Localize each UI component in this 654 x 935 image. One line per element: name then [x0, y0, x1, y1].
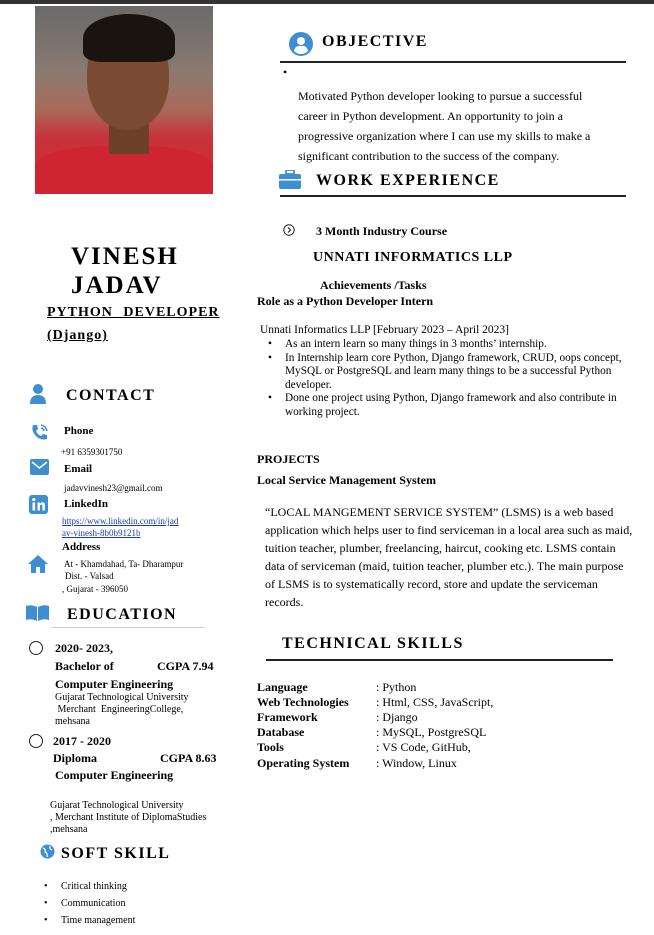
edu-years: 2017 - 2020 — [53, 734, 111, 748]
list-item: • Time management — [61, 912, 135, 929]
projects-heading: PROJECTS — [257, 452, 320, 466]
list-item: • Critical thinking — [61, 878, 135, 895]
timeline-dot — [29, 641, 43, 655]
skill-value: : Html, CSS, JavaScript, — [376, 695, 494, 709]
skill-key: Tools — [257, 740, 284, 754]
chevron-circle-icon — [283, 224, 295, 236]
soft-skill-list — [61, 878, 135, 929]
course-title: 3 Month Industry Course — [316, 224, 448, 238]
phone-label: Phone — [64, 425, 94, 437]
edu-institution: Merchant EngineeringCollege, — [55, 704, 184, 715]
phone-value: +91 6359301750 — [61, 447, 123, 457]
person-icon — [29, 383, 47, 405]
project-line: of LSMS is to systematically record, store and update the serviceman — [265, 577, 598, 591]
project-line: data of serviceman (maid, tuition teacher, plumber etc.). The main purpose — [265, 559, 624, 573]
edu-years: 2020- 2023, — [55, 641, 113, 655]
email-label: Email — [64, 463, 93, 475]
job-title: PYTHON DEVELOPER — [47, 305, 220, 320]
edu-gpa: CGPA 8.63 — [160, 751, 217, 765]
list-item — [285, 392, 654, 419]
skill-key: Operating System — [257, 756, 350, 770]
bullet-text: MySQL or PostgreSQL and learn many things to be a successful Python — [285, 365, 612, 377]
work-period: Unnati Informatics LLP [February 2023 – April 2023] — [260, 324, 510, 336]
briefcase-icon — [279, 170, 301, 189]
linkedin-label: LinkedIn — [64, 498, 109, 510]
address-label: Address — [62, 541, 101, 553]
project-line: tuition teacher, plumber, freelancing, haircut, cooking etc. LSMS contain — [265, 541, 616, 555]
photo-hair — [83, 14, 175, 62]
soft-skill-heading: SOFT SKILL — [61, 845, 171, 862]
bullet-text: working project. — [285, 405, 360, 418]
top-bar — [0, 0, 654, 4]
skill-value: : Python — [376, 680, 417, 694]
skill-value: : Django — [376, 710, 418, 724]
skill-value: : Window, Linux — [376, 756, 457, 770]
work-bullets — [285, 338, 654, 419]
role-title: Role as a Python Developer Intern — [257, 294, 434, 308]
objective-line: progressive organization where I can use my skills to make a — [298, 129, 591, 143]
tech-skills-divider — [266, 659, 613, 661]
contact-heading: CONTACT — [66, 387, 156, 404]
edu-field: Computer Engineering — [55, 677, 174, 691]
timeline-dot — [29, 734, 43, 748]
edu-institution: Gujarat Technological University — [55, 692, 189, 703]
skill-key: Language — [257, 680, 308, 694]
user-circle-icon — [289, 32, 313, 56]
last-name: JADAV — [71, 272, 163, 299]
objective-line: career in Python development. An opportunity to join a — [298, 109, 563, 123]
address-line3: , Gujarat - 396050 — [62, 584, 128, 594]
bullet-text: • Done one project using Python, Django framework and also contribute in — [285, 392, 617, 404]
list-item — [285, 352, 654, 393]
edu-institution: ,mehsana — [50, 824, 88, 835]
achievements-label: Achievements /Tasks — [320, 278, 427, 292]
edu-institution: mehsana — [55, 716, 90, 727]
profile-photo — [35, 6, 213, 194]
company-name: UNNATI INFORMATICS LLP — [313, 250, 513, 265]
edu-institution: Gujarat Technological University — [50, 800, 184, 811]
list-item — [285, 338, 654, 352]
edu-institution: , Merchant Institute of DiplomaStudies — [50, 812, 207, 823]
list-item: • Communication — [61, 895, 135, 912]
bullet-text: • In Internship learn core Python, Django framework, CRUD, oops concept, — [285, 351, 622, 364]
work-divider — [280, 195, 626, 197]
education-divider — [52, 627, 204, 628]
bullet-dot: • — [283, 65, 288, 79]
project-line: “LOCAL MANGEMENT SERVICE SYSTEM” (LSMS) is a web based — [265, 505, 614, 519]
skill-value: : VS Code, GitHub, — [376, 740, 471, 754]
skill-value: : MySQL, PostgreSQL — [376, 725, 487, 739]
project-name: Local Service Management System — [257, 473, 436, 487]
phone-icon — [30, 423, 48, 441]
edu-gpa: CGPA 7.94 — [157, 659, 214, 673]
objective-text — [298, 86, 590, 166]
education-heading: EDUCATION — [67, 606, 178, 623]
project-line: application which helps user to find serviceman in a local area such as maid, — [265, 523, 633, 537]
linkedin-link-line1[interactable]: https://www.linkedin.com/in/jad — [62, 516, 179, 526]
linkedin-link-line2[interactable]: av-vinesh-8b0b9121b — [62, 528, 141, 538]
objective-line: significant contribution to the success of the company. — [298, 149, 560, 163]
book-icon — [26, 604, 49, 621]
project-description — [265, 503, 648, 611]
objective-heading: OBJECTIVE — [322, 33, 428, 50]
work-heading: WORK EXPERIENCE — [316, 172, 500, 189]
skill-key: Web Technologies — [257, 695, 349, 709]
edu-degree: Bachelor of — [55, 659, 114, 673]
edu-degree: Diploma — [53, 751, 98, 765]
address-line2: Dist. - Valsad — [65, 571, 114, 581]
skill-key: Framework — [257, 710, 318, 724]
bullet-text: As an intern learn so many things in 3 months’ internship. — [285, 338, 547, 350]
job-subtitle: (Django) — [47, 328, 108, 343]
bullet-text: developer. — [285, 378, 332, 391]
address-line1: At - Khamdahad, Ta- Dharampur — [64, 559, 184, 569]
project-line: records. — [265, 595, 304, 609]
linkedin-icon — [29, 495, 48, 514]
home-icon — [28, 555, 48, 573]
edu-field: Computer Engineering — [55, 768, 174, 782]
objective-line: Motivated Python developer looking to pursue a successful — [298, 89, 583, 103]
globe-icon — [40, 844, 55, 859]
objective-divider — [280, 61, 626, 63]
email-icon — [30, 459, 49, 475]
email-value[interactable]: jadavvinesh23@gmail.com — [64, 483, 163, 493]
skill-key: Database — [257, 725, 305, 739]
tech-skills-heading: TECHNICAL SKILLS — [282, 635, 464, 652]
first-name: VINESH — [71, 243, 179, 270]
